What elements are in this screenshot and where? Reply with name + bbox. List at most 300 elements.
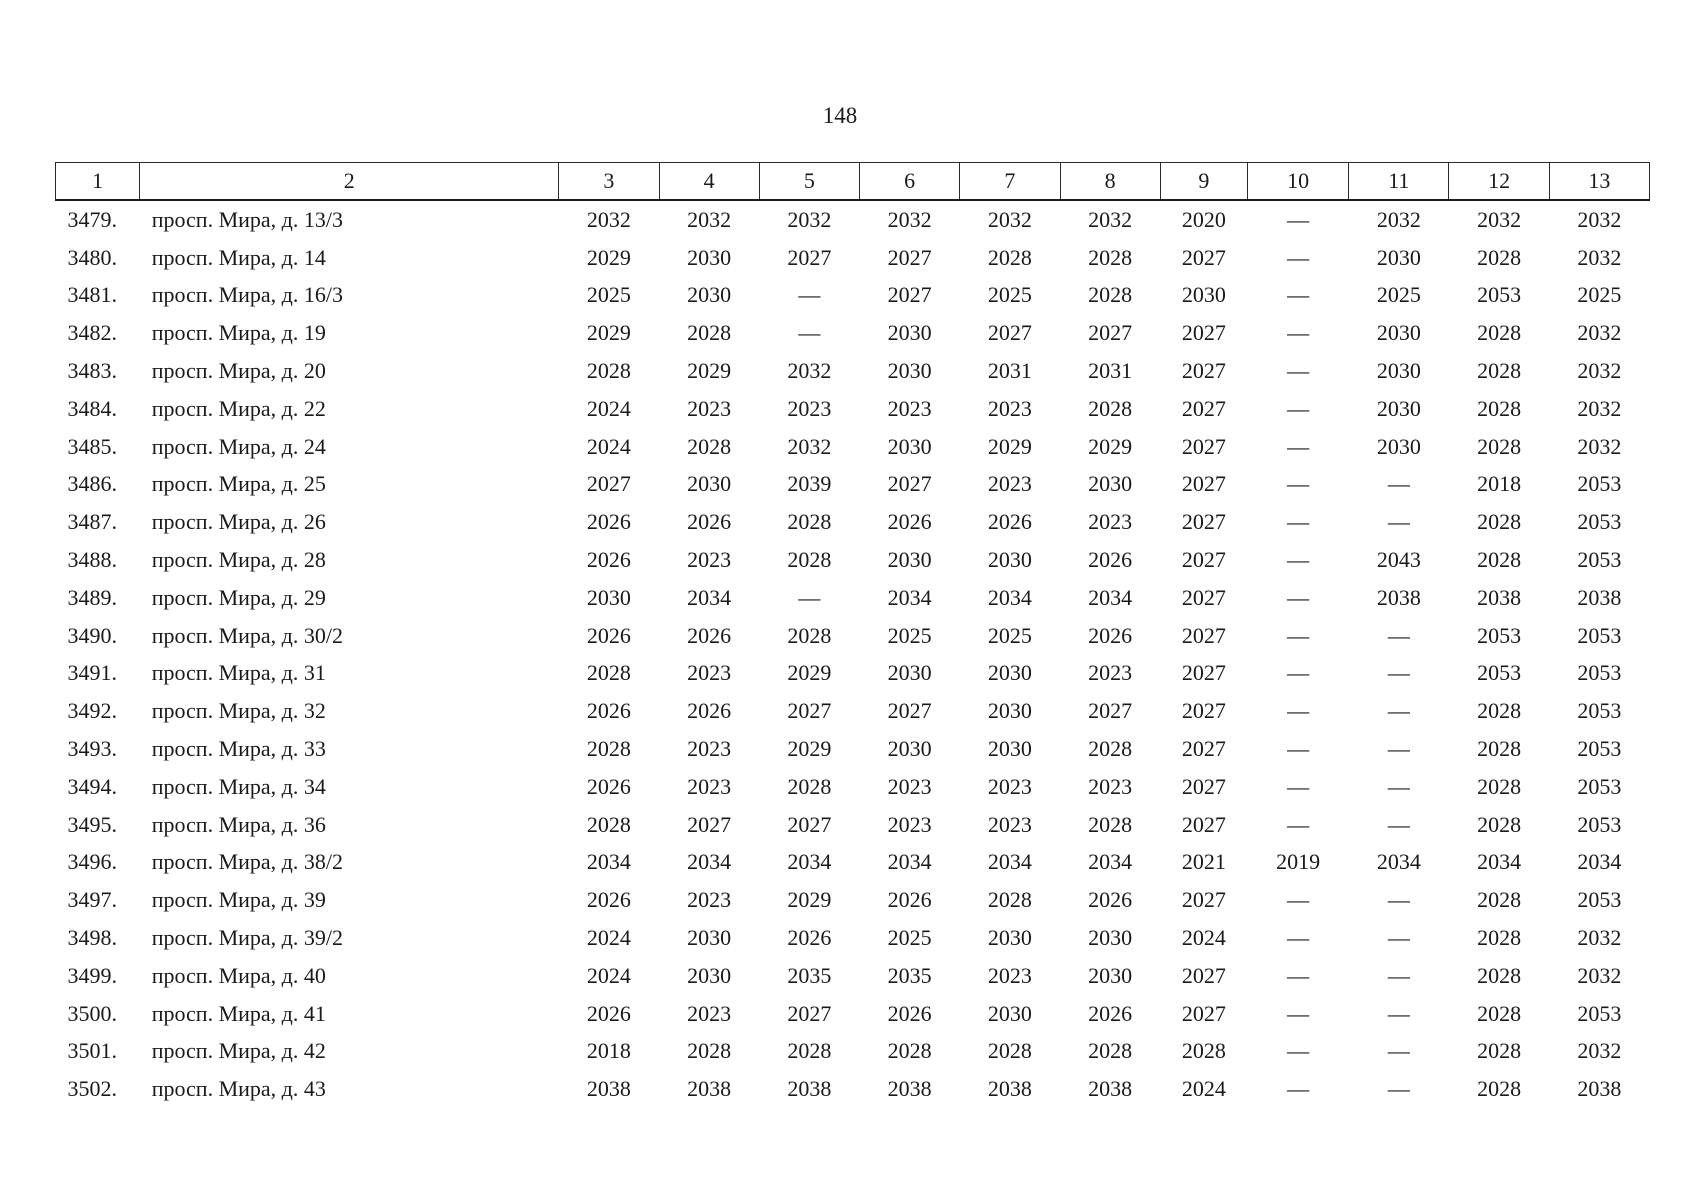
table-row <box>56 844 1650 882</box>
header-row <box>56 163 1650 201</box>
year-cell-col-8: 2028 <box>1088 1038 1133 1064</box>
year-cell-col-8: 2027 <box>1088 320 1133 346</box>
address-cell: просп. Мира, д. 26 <box>151 509 326 535</box>
year-cell-col-13: 2053 <box>1577 660 1622 686</box>
year-cell-col-12: 2028 <box>1477 244 1522 270</box>
year-cell-col-8: 2028 <box>1088 395 1133 421</box>
year-cell-col-11: 2025 <box>1376 282 1421 308</box>
year-cell-col-6: 2025 <box>887 925 932 951</box>
year-cell-col-8: 2034 <box>1088 584 1133 610</box>
header-cell-col-2: 2 <box>140 163 559 201</box>
year-cell-col-5: 2028 <box>787 773 832 799</box>
year-cell-col-7: 2028 <box>987 1038 1032 1064</box>
row-number-cell: 3482. <box>67 320 117 346</box>
row-number-cell: 3483. <box>67 358 117 384</box>
year-cell-col-12: 2028 <box>1477 811 1522 837</box>
year-cell-col-3: 2028 <box>586 736 631 762</box>
table-row <box>56 1033 1650 1071</box>
table-row <box>56 200 1650 239</box>
year-cell-col-8: 2026 <box>1088 547 1133 573</box>
row-number-cell: 3481. <box>67 282 117 308</box>
year-cell-col-5: 2028 <box>787 1038 832 1064</box>
year-cell-col-12: 2018 <box>1477 471 1522 497</box>
row-number-cell: 3484. <box>67 395 117 421</box>
row-number-cell: 3480. <box>67 244 117 270</box>
year-cell-col-13: 2032 <box>1577 925 1622 951</box>
year-cell-col-11: 2043 <box>1376 547 1421 573</box>
year-cell-col-12: 2053 <box>1477 282 1522 308</box>
year-cell-col-11: — <box>1387 1076 1410 1102</box>
address-cell: просп. Мира, д. 39/2 <box>151 925 343 951</box>
year-cell-col-9: 2024 <box>1181 925 1226 951</box>
year-cell-col-11: — <box>1387 736 1410 762</box>
year-cell-col-3: 2028 <box>586 811 631 837</box>
year-cell-col-5: 2032 <box>787 206 832 232</box>
year-cell-col-3: 2027 <box>586 471 631 497</box>
table-body <box>56 200 1650 1108</box>
year-cell-col-4: 2026 <box>687 698 732 724</box>
row-number-cell: 3488. <box>67 547 117 573</box>
year-cell-col-13: 2053 <box>1577 773 1622 799</box>
table-row <box>56 957 1650 995</box>
year-cell-col-3: 2038 <box>586 1076 631 1102</box>
row-number-cell: 3479. <box>67 206 117 232</box>
year-cell-col-8: 2032 <box>1088 206 1133 232</box>
year-cell-col-13: 2053 <box>1577 471 1622 497</box>
year-cell-col-9: 2027 <box>1181 395 1226 421</box>
year-cell-col-13: 2053 <box>1577 811 1622 837</box>
year-cell-col-12: 2028 <box>1477 358 1522 384</box>
year-cell-col-12: 2028 <box>1477 1000 1522 1026</box>
year-cell-col-5: 2028 <box>787 547 832 573</box>
year-cell-col-10: — <box>1287 660 1310 686</box>
year-cell-col-4: 2027 <box>687 811 732 837</box>
year-cell-col-5: 2027 <box>787 811 832 837</box>
year-cell-col-5: 2026 <box>787 925 832 951</box>
year-cell-col-8: 2031 <box>1088 358 1133 384</box>
year-cell-col-4: 2023 <box>687 395 732 421</box>
year-cell-col-10: — <box>1287 584 1310 610</box>
year-cell-col-4: 2030 <box>687 962 732 988</box>
year-cell-col-7: 2030 <box>987 736 1032 762</box>
year-cell-col-6: 2027 <box>887 282 932 308</box>
year-cell-col-7: 2034 <box>987 584 1032 610</box>
year-cell-col-13: 2032 <box>1577 358 1622 384</box>
year-cell-col-5: 2028 <box>787 509 832 535</box>
year-cell-col-4: 2034 <box>687 584 732 610</box>
year-cell-col-8: 2023 <box>1088 660 1133 686</box>
year-cell-col-7: 2032 <box>987 206 1032 232</box>
year-cell-col-8: 2026 <box>1088 1000 1133 1026</box>
table-row <box>56 617 1650 655</box>
year-cell-col-4: 2028 <box>687 433 732 459</box>
table-header <box>56 163 1650 201</box>
year-cell-col-4: 2032 <box>687 206 732 232</box>
year-cell-col-4: 2030 <box>687 925 732 951</box>
year-cell-col-11: 2032 <box>1376 206 1421 232</box>
year-cell-col-9: 2027 <box>1181 509 1226 535</box>
year-cell-col-4: 2023 <box>687 736 732 762</box>
year-cell-col-5: — <box>798 282 821 308</box>
year-cell-col-11: — <box>1387 811 1410 837</box>
year-cell-col-7: 2025 <box>987 282 1032 308</box>
row-number-cell: 3496. <box>67 849 117 875</box>
year-cell-col-9: 2024 <box>1181 1076 1226 1102</box>
year-cell-col-11: 2030 <box>1376 395 1421 421</box>
year-cell-col-3: 2030 <box>586 584 631 610</box>
year-cell-col-4: 2026 <box>687 509 732 535</box>
year-cell-col-6: 2023 <box>887 811 932 837</box>
table-row <box>56 466 1650 504</box>
table-row <box>56 314 1650 352</box>
year-cell-col-10: — <box>1287 925 1310 951</box>
table-row <box>56 277 1650 315</box>
row-number-cell: 3500. <box>67 1000 117 1026</box>
year-cell-col-11: — <box>1387 887 1410 913</box>
year-cell-col-9: 2027 <box>1181 773 1226 799</box>
year-cell-col-6: 2026 <box>887 1000 932 1026</box>
year-cell-col-8: 2023 <box>1088 773 1133 799</box>
header-cell-col-3: 3 <box>559 163 659 201</box>
year-cell-col-12: 2028 <box>1477 509 1522 535</box>
year-cell-col-9: 2027 <box>1181 811 1226 837</box>
year-cell-col-13: 2025 <box>1577 282 1622 308</box>
year-cell-col-12: 2028 <box>1477 736 1522 762</box>
year-cell-col-10: — <box>1287 509 1310 535</box>
year-cell-col-3: 2018 <box>586 1038 631 1064</box>
year-cell-col-4: 2029 <box>687 358 732 384</box>
year-cell-col-7: 2027 <box>987 320 1032 346</box>
year-cell-col-5: — <box>798 320 821 346</box>
address-cell: просп. Мира, д. 22 <box>151 395 326 421</box>
year-cell-col-10: — <box>1287 206 1310 232</box>
row-number-cell: 3501. <box>67 1038 117 1064</box>
year-cell-col-9: 2027 <box>1181 736 1226 762</box>
year-cell-col-8: 2028 <box>1088 736 1133 762</box>
row-number-cell: 3486. <box>67 471 117 497</box>
year-cell-col-4: 2023 <box>687 887 732 913</box>
row-number-cell: 3489. <box>67 584 117 610</box>
year-cell-col-7: 2030 <box>987 547 1032 573</box>
address-cell: просп. Мира, д. 38/2 <box>151 849 343 875</box>
year-cell-col-12: 2028 <box>1477 887 1522 913</box>
year-cell-col-6: 2038 <box>887 1076 932 1102</box>
year-cell-col-10: — <box>1287 736 1310 762</box>
year-cell-col-10: 2019 <box>1276 849 1321 875</box>
address-cell: просп. Мира, д. 42 <box>151 1038 326 1064</box>
year-cell-col-12: 2028 <box>1477 433 1522 459</box>
year-cell-col-11: — <box>1387 660 1410 686</box>
year-cell-col-13: 2032 <box>1577 962 1622 988</box>
year-cell-col-12: 2053 <box>1477 622 1522 648</box>
address-cell: просп. Мира, д. 39 <box>151 887 326 913</box>
year-cell-col-9: 2028 <box>1181 1038 1226 1064</box>
year-cell-col-10: — <box>1287 773 1310 799</box>
year-cell-col-3: 2026 <box>586 1000 631 1026</box>
year-cell-col-8: 2030 <box>1088 925 1133 951</box>
year-cell-col-6: 2023 <box>887 395 932 421</box>
year-cell-col-13: 2032 <box>1577 433 1622 459</box>
year-cell-col-6: 2030 <box>887 547 932 573</box>
year-cell-col-4: 2023 <box>687 1000 732 1026</box>
year-cell-col-3: 2026 <box>586 773 631 799</box>
table-row <box>56 428 1650 466</box>
address-cell: просп. Мира, д. 19 <box>151 320 326 346</box>
year-cell-col-9: 2027 <box>1181 433 1226 459</box>
year-cell-col-7: 2026 <box>987 509 1032 535</box>
header-cell-col-8: 8 <box>1060 163 1160 201</box>
year-cell-col-5: 2023 <box>787 395 832 421</box>
year-cell-col-13: 2034 <box>1577 849 1622 875</box>
address-cell: просп. Мира, д. 14 <box>151 244 326 270</box>
year-cell-col-12: 2028 <box>1477 698 1522 724</box>
year-cell-col-11: — <box>1387 962 1410 988</box>
year-cell-col-10: — <box>1287 622 1310 648</box>
year-cell-col-9: 2027 <box>1181 622 1226 648</box>
year-cell-col-3: 2024 <box>586 433 631 459</box>
address-cell: просп. Мира, д. 32 <box>151 698 326 724</box>
year-cell-col-7: 2034 <box>987 849 1032 875</box>
year-cell-col-5: 2032 <box>787 433 832 459</box>
table-row <box>56 768 1650 806</box>
address-cell: просп. Мира, д. 31 <box>151 660 326 686</box>
year-cell-col-5: 2039 <box>787 471 832 497</box>
year-cell-col-5: 2032 <box>787 358 832 384</box>
year-cell-col-10: — <box>1287 433 1310 459</box>
address-cell: просп. Мира, д. 33 <box>151 736 326 762</box>
year-cell-col-5: 2029 <box>787 887 832 913</box>
table-row <box>56 541 1650 579</box>
address-cell: просп. Мира, д. 43 <box>151 1076 326 1102</box>
page-number: 148 <box>822 103 858 128</box>
year-cell-col-8: 2023 <box>1088 509 1133 535</box>
year-cell-col-7: 2029 <box>987 433 1032 459</box>
year-cell-col-3: 2024 <box>586 395 631 421</box>
table-row <box>56 692 1650 730</box>
year-cell-col-13: 2053 <box>1577 622 1622 648</box>
table-row <box>56 995 1650 1033</box>
year-cell-col-10: — <box>1287 1076 1310 1102</box>
year-cell-col-4: 2023 <box>687 773 732 799</box>
year-cell-col-13: 2053 <box>1577 887 1622 913</box>
year-cell-col-3: 2032 <box>586 206 631 232</box>
year-cell-col-7: 2031 <box>987 358 1032 384</box>
year-cell-col-4: 2034 <box>687 849 732 875</box>
year-cell-col-10: — <box>1287 282 1310 308</box>
year-cell-col-9: 2027 <box>1181 358 1226 384</box>
address-cell: просп. Мира, д. 34 <box>151 773 326 799</box>
year-cell-col-9: 2027 <box>1181 244 1226 270</box>
row-number-cell: 3490. <box>67 622 117 648</box>
year-cell-col-12: 2028 <box>1477 320 1522 346</box>
address-cell: просп. Мира, д. 24 <box>151 433 326 459</box>
year-cell-col-12: 2053 <box>1477 660 1522 686</box>
year-cell-col-9: 2027 <box>1181 962 1226 988</box>
address-cell: просп. Мира, д. 41 <box>151 1000 326 1026</box>
address-cell: просп. Мира, д. 30/2 <box>151 622 343 648</box>
header-cell-col-5: 5 <box>759 163 859 201</box>
year-cell-col-5: 2029 <box>787 736 832 762</box>
year-cell-col-7: 2023 <box>987 773 1032 799</box>
row-number-cell: 3492. <box>67 698 117 724</box>
year-cell-col-11: 2030 <box>1376 358 1421 384</box>
address-cell: просп. Мира, д. 40 <box>151 962 326 988</box>
year-cell-col-12: 2038 <box>1477 584 1522 610</box>
year-cell-col-12: 2032 <box>1477 206 1522 232</box>
year-cell-col-6: 2026 <box>887 887 932 913</box>
year-cell-col-11: — <box>1387 1038 1410 1064</box>
row-number-cell: 3485. <box>67 433 117 459</box>
year-cell-col-9: 2027 <box>1181 1000 1226 1026</box>
year-cell-col-5: 2038 <box>787 1076 832 1102</box>
year-cell-col-13: 2032 <box>1577 1038 1622 1064</box>
year-cell-col-4: 2028 <box>687 1038 732 1064</box>
year-cell-col-10: — <box>1287 811 1310 837</box>
year-cell-col-3: 2026 <box>586 547 631 573</box>
year-cell-col-9: 2027 <box>1181 471 1226 497</box>
year-cell-col-5: 2027 <box>787 244 832 270</box>
year-cell-col-9: 2030 <box>1181 282 1226 308</box>
year-cell-col-13: 2053 <box>1577 1000 1622 1026</box>
year-cell-col-6: 2030 <box>887 433 932 459</box>
table-row <box>56 579 1650 617</box>
year-cell-col-3: 2025 <box>586 282 631 308</box>
year-cell-col-9: 2027 <box>1181 887 1226 913</box>
year-cell-col-9: 2027 <box>1181 320 1226 346</box>
address-cell: просп. Мира, д. 28 <box>151 547 326 573</box>
year-cell-col-12: 2034 <box>1477 849 1522 875</box>
year-cell-col-11: — <box>1387 925 1410 951</box>
table-row <box>56 655 1650 693</box>
table-row <box>56 881 1650 919</box>
year-cell-col-13: 2038 <box>1577 584 1622 610</box>
year-cell-col-11: — <box>1387 471 1410 497</box>
address-cell: просп. Мира, д. 13/3 <box>151 206 343 232</box>
year-cell-col-13: 2032 <box>1577 320 1622 346</box>
year-cell-col-8: 2030 <box>1088 471 1133 497</box>
year-cell-col-4: 2030 <box>687 282 732 308</box>
year-cell-col-9: 2027 <box>1181 547 1226 573</box>
year-cell-col-13: 2032 <box>1577 395 1622 421</box>
header-cell-col-10: 10 <box>1247 163 1348 201</box>
year-cell-col-11: 2038 <box>1376 584 1421 610</box>
year-cell-col-8: 2034 <box>1088 849 1133 875</box>
year-cell-col-5: 2028 <box>787 622 832 648</box>
year-cell-col-6: 2034 <box>887 584 932 610</box>
year-cell-col-11: 2030 <box>1376 433 1421 459</box>
header-cell-col-6: 6 <box>860 163 960 201</box>
year-cell-col-6: 2025 <box>887 622 932 648</box>
year-cell-col-4: 2030 <box>687 244 732 270</box>
header-cell-col-4: 4 <box>659 163 759 201</box>
table-row <box>56 352 1650 390</box>
year-cell-col-12: 2028 <box>1477 1076 1522 1102</box>
year-cell-col-7: 2025 <box>987 622 1032 648</box>
year-cell-col-10: — <box>1287 244 1310 270</box>
table-row <box>56 806 1650 844</box>
year-cell-col-7: 2030 <box>987 660 1032 686</box>
year-cell-col-7: 2028 <box>987 244 1032 270</box>
year-cell-col-8: 2027 <box>1088 698 1133 724</box>
year-cell-col-6: 2034 <box>887 849 932 875</box>
year-cell-col-11: 2034 <box>1376 849 1421 875</box>
year-cell-col-11: — <box>1387 509 1410 535</box>
year-cell-col-10: — <box>1287 962 1310 988</box>
row-number-cell: 3493. <box>67 736 117 762</box>
year-cell-col-10: — <box>1287 547 1310 573</box>
year-cell-col-6: 2032 <box>887 206 932 232</box>
year-cell-col-11: 2030 <box>1376 320 1421 346</box>
year-cell-col-10: — <box>1287 1038 1310 1064</box>
year-cell-col-3: 2029 <box>586 320 631 346</box>
year-cell-col-4: 2023 <box>687 547 732 573</box>
row-number-cell: 3497. <box>67 887 117 913</box>
year-cell-col-3: 2026 <box>586 622 631 648</box>
year-cell-col-6: 2030 <box>887 320 932 346</box>
year-cell-col-8: 2026 <box>1088 622 1133 648</box>
schedule-table <box>55 162 1650 1108</box>
year-cell-col-4: 2030 <box>687 471 732 497</box>
year-cell-col-11: 2030 <box>1376 244 1421 270</box>
year-cell-col-13: 2053 <box>1577 547 1622 573</box>
year-cell-col-11: — <box>1387 1000 1410 1026</box>
header-cell-col-13: 13 <box>1549 163 1649 201</box>
year-cell-col-3: 2024 <box>586 962 631 988</box>
header-cell-col-12: 12 <box>1449 163 1549 201</box>
year-cell-col-9: 2020 <box>1181 206 1226 232</box>
year-cell-col-10: — <box>1287 698 1310 724</box>
address-cell: просп. Мира, д. 25 <box>151 471 326 497</box>
year-cell-col-4: 2028 <box>687 320 732 346</box>
year-cell-col-5: 2027 <box>787 698 832 724</box>
year-cell-col-6: 2030 <box>887 660 932 686</box>
header-cell-col-1: 1 <box>56 163 140 201</box>
year-cell-col-10: — <box>1287 358 1310 384</box>
table-row <box>56 503 1650 541</box>
year-cell-col-8: 2029 <box>1088 433 1133 459</box>
year-cell-col-5: 2027 <box>787 1000 832 1026</box>
year-cell-col-8: 2038 <box>1088 1076 1133 1102</box>
year-cell-col-3: 2028 <box>586 660 631 686</box>
year-cell-col-13: 2038 <box>1577 1076 1622 1102</box>
year-cell-col-3: 2026 <box>586 887 631 913</box>
year-cell-col-6: 2028 <box>887 1038 932 1064</box>
year-cell-col-5: — <box>798 584 821 610</box>
year-cell-col-11: — <box>1387 773 1410 799</box>
year-cell-col-12: 2028 <box>1477 395 1522 421</box>
year-cell-col-8: 2026 <box>1088 887 1133 913</box>
year-cell-col-8: 2028 <box>1088 282 1133 308</box>
year-cell-col-7: 2023 <box>987 395 1032 421</box>
row-number-cell: 3487. <box>67 509 117 535</box>
year-cell-col-10: — <box>1287 471 1310 497</box>
row-number-cell: 3494. <box>67 773 117 799</box>
table-row <box>56 730 1650 768</box>
table-row <box>56 239 1650 277</box>
year-cell-col-7: 2030 <box>987 1000 1032 1026</box>
year-cell-col-12: 2028 <box>1477 925 1522 951</box>
address-cell: просп. Мира, д. 29 <box>151 584 326 610</box>
year-cell-col-4: 2038 <box>687 1076 732 1102</box>
row-number-cell: 3498. <box>67 925 117 951</box>
year-cell-col-6: 2023 <box>887 773 932 799</box>
year-cell-col-5: 2034 <box>787 849 832 875</box>
table-row <box>56 1070 1650 1108</box>
row-number-cell: 3491. <box>67 660 117 686</box>
year-cell-col-6: 2027 <box>887 471 932 497</box>
header-cell-col-7: 7 <box>960 163 1060 201</box>
year-cell-col-8: 2028 <box>1088 244 1133 270</box>
